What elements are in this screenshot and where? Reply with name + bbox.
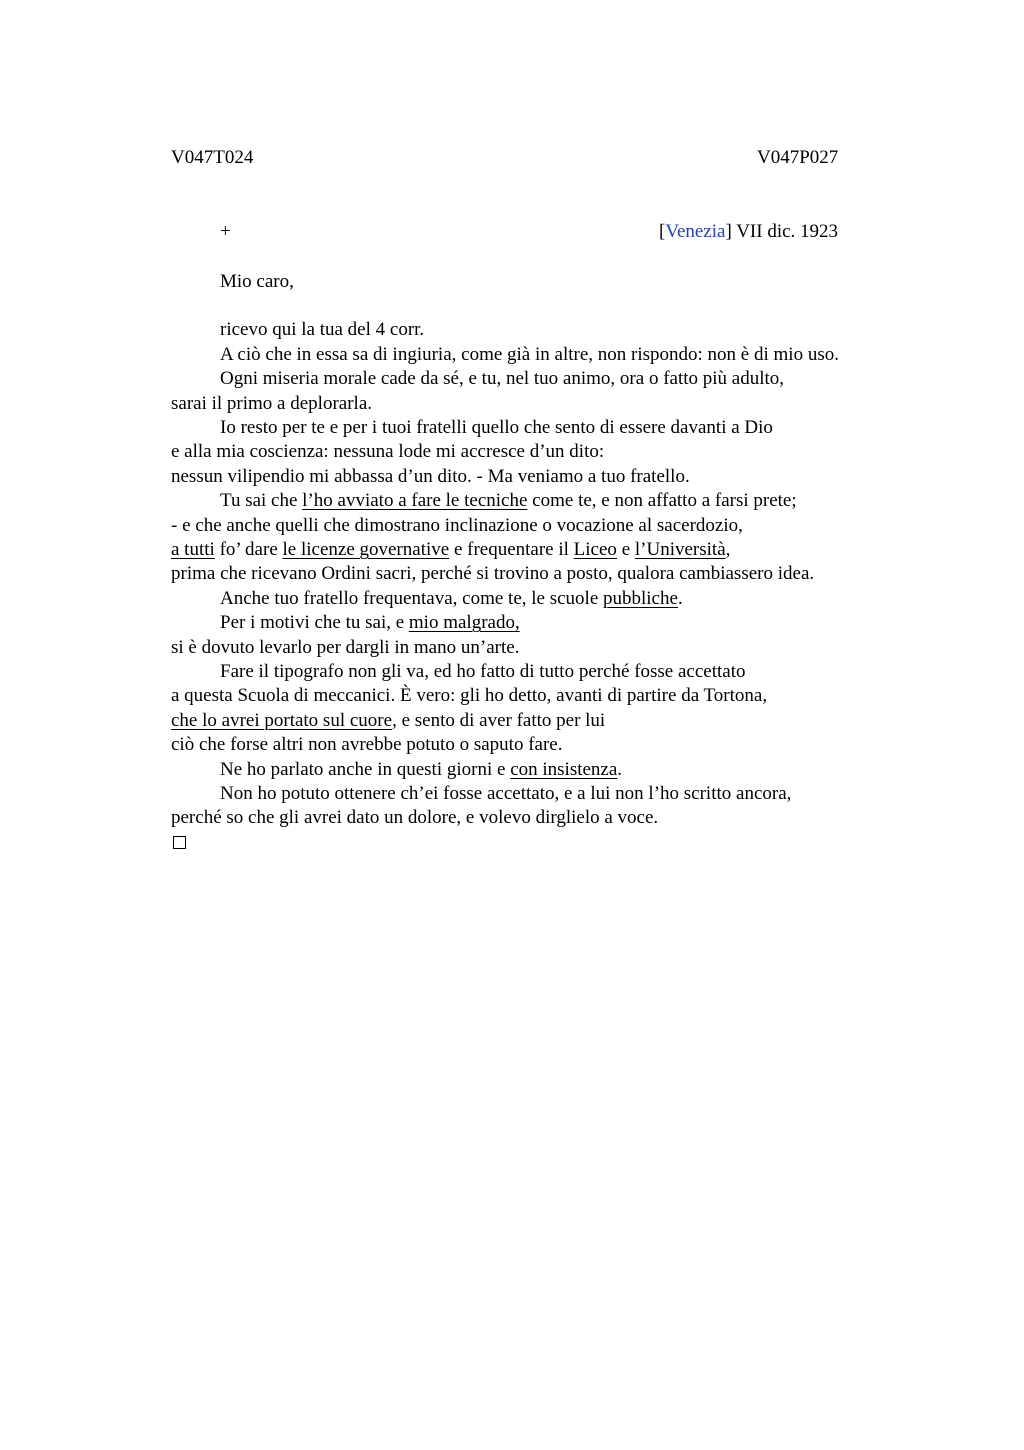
text-line	[171, 538, 730, 562]
underlined-text: le licenze governative	[282, 539, 450, 560]
underlined-text: con insistenza	[510, 759, 618, 780]
text-line: perché so che gli avrei dato un dolore, e volevo dirglielo a voce.	[171, 807, 659, 828]
text-line: sarai il primo a deplorarla.	[171, 393, 373, 414]
text-run: e	[616, 539, 635, 560]
date-text: ] VII dic. 1923	[725, 221, 839, 242]
cross-mark: +	[220, 221, 231, 242]
text-run: come te, e non affatto a farsi prete;	[527, 490, 797, 511]
text-run: Per i motivi che tu sai, e	[220, 612, 409, 633]
text-line: Fare il tipografo non gli va, ed ho fatto di tutto perché fosse accettato	[220, 661, 746, 682]
text-line: ricevo qui la tua del 4 corr.	[220, 319, 425, 340]
bracket-open: [	[659, 221, 666, 242]
text-line: nessun vilipendio mi abbassa d’un dito. - Ma veniamo a tuo fratello.	[171, 466, 690, 487]
underlined-text: mio malgrado,	[408, 612, 520, 633]
text-line	[171, 709, 605, 733]
text-run: fo’ dare	[214, 539, 283, 560]
document-code-left: V047T024	[171, 147, 254, 168]
text-line: A ciò che in essa sa di ingiuria, come già in altre, non rispondo: non è di mio uso.	[220, 344, 839, 365]
text-run: .	[617, 759, 623, 780]
text-run: .	[677, 588, 683, 609]
underlined-text: a tutti	[171, 539, 215, 560]
text-run: Ne ho parlato anche in questi giorni e	[220, 759, 511, 780]
underlined-text: Liceo	[573, 539, 617, 560]
text-line: - e che anche quelli che dimostrano inclinazione o vocazione al sacerdozio,	[171, 515, 743, 536]
text-run: Anche tuo fratello frequentava, come te, le scuole	[220, 588, 603, 609]
place-link[interactable]: Venezia	[665, 221, 726, 242]
text-line: e alla mia coscienza: nessuna lode mi accresce d’un dito:	[171, 441, 605, 462]
text-line	[220, 758, 622, 782]
place-date	[659, 220, 838, 244]
text-line: Non ho potuto ottenere ch’ei fosse accettato, e a lui non l’ho scritto ancora,	[220, 783, 792, 804]
text-run: ,	[725, 539, 731, 560]
text-line: a questa Scuola di meccanici. È vero: gli ho detto, avanti di partire da Tortona,	[171, 685, 768, 706]
underlined-text: l’ho avviato a fare le tecniche	[302, 490, 528, 511]
text-run: e frequentare il	[449, 539, 574, 560]
text-line	[220, 489, 797, 513]
text-line: si è dovuto levarlo per dargli in mano un’arte.	[171, 637, 520, 658]
text-line: prima che ricevano Ordini sacri, perché si trovino a posto, qualora cambiassero idea.	[171, 563, 815, 584]
text-line: Io resto per te e per i tuoi fratelli quello che sento di essere davanti a Dio	[220, 417, 773, 438]
text-run: Tu sai che	[220, 490, 303, 511]
text-run: , e sento di aver fatto per lui	[392, 710, 606, 731]
text-line: Ogni miseria morale cade da sé, e tu, nel tuo animo, ora o fatto più adulto,	[220, 368, 785, 389]
salutation: Mio caro,	[220, 271, 294, 292]
underlined-text: che lo avrei portato sul cuore	[171, 710, 393, 731]
underlined-text: l’Università	[634, 539, 726, 560]
underlined-text: pubbliche	[603, 588, 678, 609]
document-code-right: V047P027	[757, 147, 839, 168]
text-line	[220, 587, 683, 611]
text-line: ciò che forse altri non avrebbe potuto o saputo fare.	[171, 734, 563, 755]
end-box-icon	[173, 836, 186, 849]
text-line	[220, 611, 520, 635]
